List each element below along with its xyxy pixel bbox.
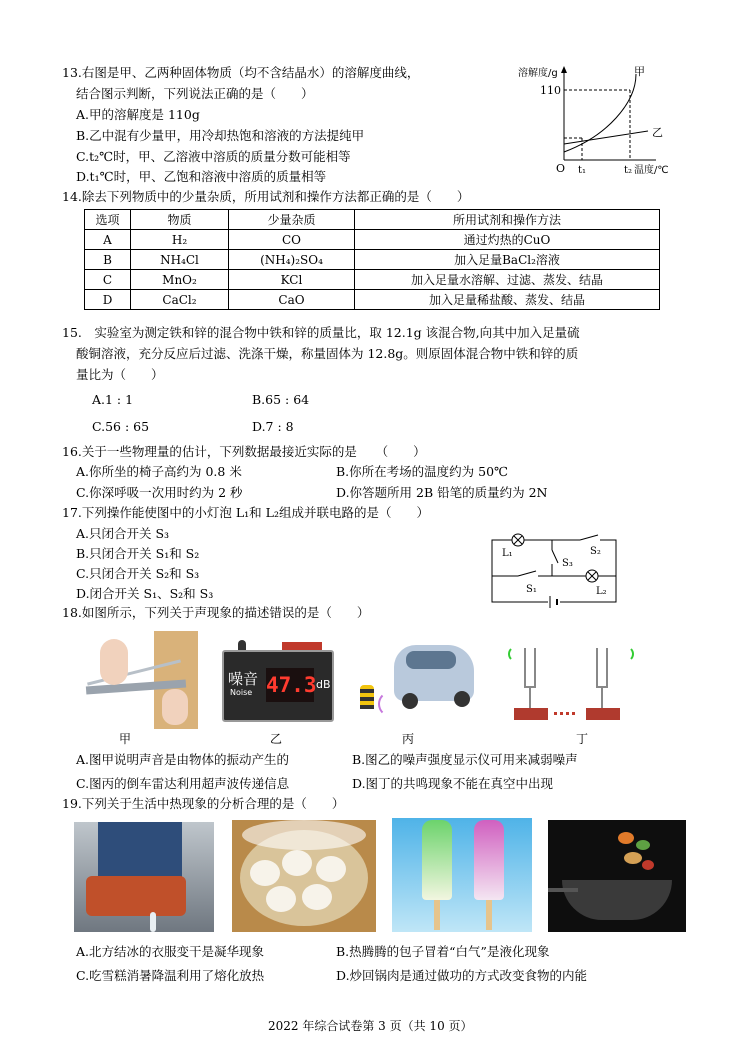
label-l1: L₁ [502,548,513,559]
caption-bing: 丙 [402,732,415,746]
q13-option-b: B.乙中混有少量甲，用冷却热饱和溶液的方法提纯甲 [76,128,365,143]
q19-option-a: A.北方结冰的衣服变干是凝华现象 [76,944,265,959]
label-s1: S₁ [526,584,537,595]
graph-y110: 110 [540,84,561,97]
table-header: 少量杂质 [229,210,355,230]
q16-option-b: B.你所在考场的温度约为 50℃ [336,464,509,479]
caption-yi: 乙 [270,732,283,746]
solubility-graph [506,60,686,180]
graph-yi: 乙 [652,126,663,139]
q19-option-b: B.热腾腾的包子冒着“白气”是液化现象 [336,944,550,959]
q18-option-b: B.图乙的噪声强度显示仪可用来减弱噪声 [352,752,578,767]
ruler-vibration-image [80,631,198,729]
graph-xlabel: 温度/℃ [634,165,669,176]
q13-option-a: A.甲的溶解度是 110g [76,107,200,122]
table-cell: KCl [229,270,355,290]
q17-option-a: A.只闭合开关 S₃ [76,526,170,541]
q15-option-a: A.1 : 1 [92,392,134,407]
table-row [85,230,660,250]
q19-stem: 19.下列关于生活中热现象的分析合理的是（ ） [62,796,345,811]
q15-option-d: D.7 : 8 [252,419,294,434]
table-cell: NH₄Cl [131,250,229,270]
caption-jia: 甲 [119,732,132,746]
car-radar-image [356,641,478,729]
graph-jia: 甲 [634,65,645,78]
table-cell: MnO₂ [131,270,229,290]
meter-sub: Noise [230,688,253,697]
table-header-row [85,210,660,230]
q15-option-c: C.56 : 65 [92,419,150,434]
label-s2: S₂ [590,546,601,557]
frozen-clothes-image [74,822,214,932]
table-cell: 加入足量水溶解、过滤、蒸发、结晶 [355,270,660,290]
q15-stem-line1: 15. 实验室为测定铁和锌的混合物中铁和锌的质量比，取 12.1g 该混合物,向其中加入足量硫 [62,325,580,340]
popsicle-image [392,818,532,932]
table-cell: 加入足量BaCl₂溶液 [355,250,660,270]
table-row [85,290,660,310]
table-row [85,250,660,270]
q16-option-c: C.你深呼吸一次用时约为 2 秒 [76,485,243,500]
table-cell: CaO [229,290,355,310]
q15-option-b: B.65 : 64 [252,392,310,407]
q19-option-c: C.吃雪糕消暑降温利用了熔化放热 [76,968,265,983]
meter-label: 噪音 [228,670,259,688]
table-cell: H₂ [131,230,229,250]
q13-option-c: C.t₂℃时，甲、乙溶液中溶质的质量分数可能相等 [76,149,351,164]
q16-option-a: A.你所坐的椅子高约为 0.8 米 [76,464,242,479]
graph-ylabel: 溶解度/g [518,68,558,79]
caption-ding: 丁 [576,732,589,746]
tuning-fork-image [506,640,640,726]
table-cell: 加入足量稀盐酸、蒸发、结晶 [355,290,660,310]
steamed-buns-image [232,820,376,932]
q18-option-d: D.图丁的共鸣现象不能在真空中出现 [352,776,554,791]
q19-option-d: D.炒回锅肉是通过做功的方式改变食物的内能 [336,968,588,983]
curve-jia [564,74,636,152]
q17-option-b: B.只闭合开关 S₁和 S₂ [76,546,200,561]
q16-option-d: D.你答题所用 2B 铅笔的质量约为 2N [336,485,548,500]
page-footer: 2022 年综合试卷第 3 页（共 10 页） [268,1019,473,1033]
q14-stem: 14.除去下列物质中的少量杂质，所用试剂和操作方法都正确的是（ ） [62,189,470,204]
table-cell: A [85,230,131,250]
label-l2: L₂ [596,586,607,597]
q13-option-d: D.t₁℃时，甲、乙饱和溶液中溶质的质量相等 [76,169,327,184]
table-cell: 通过灼热的CuO [355,230,660,250]
wok-cooking-image [548,820,686,932]
noise-meter-image [222,640,334,722]
circuit-diagram [486,526,626,608]
meter-unit: dB [316,678,331,691]
q18-option-a: A.图甲说明声音是由物体的振动产生的 [76,752,290,767]
q17-stem: 17.下列操作能使图中的小灯泡 L₁和 L₂组成并联电路的是（ ） [62,505,429,520]
table-cell: CO [229,230,355,250]
table-cell: C [85,270,131,290]
table-cell: CaCl₂ [131,290,229,310]
meter-value: 47.3 [266,668,314,702]
table-header: 选项 [85,210,131,230]
graph-t1: t₁ [578,165,587,176]
label-s3: S₃ [562,558,573,569]
q18-stem: 18.如图所示，下列关于声现象的描述错误的是（ ） [62,605,370,620]
table-cell: (NH₄)₂SO₄ [229,250,355,270]
q14-table [84,209,660,310]
q15-stem-line2: 酸铜溶液，充分反应后过滤、洗涤干燥，称量固体为 12.8g。则原固体混合物中铁和锌的质 [76,346,579,361]
table-cell: D [85,290,131,310]
graph-origin: O [556,162,566,175]
q13-stem-line1: 13.右图是甲、乙两种固体物质（均不含结晶水）的溶解度曲线， [62,65,420,80]
q15-stem-line3: 量比为（ ） [76,367,164,382]
table-row [85,270,660,290]
q17-option-c: C.只闭合开关 S₂和 S₃ [76,566,200,581]
table-cell: B [85,250,131,270]
table-header: 所用试剂和操作方法 [355,210,660,230]
graph-t2: t₂ [624,165,633,176]
q18-option-c: C.图丙的倒车雷达利用超声波传递信息 [76,776,290,791]
q16-stem: 16.关于一些物理量的估计，下列数据最接近实际的是 （ ） [62,444,426,459]
q13-stem-line2: 结合图示判断，下列说法正确的是（ ） [76,86,314,101]
q17-option-d: D.闭合开关 S₁、S₂和 S₃ [76,586,214,601]
table-header: 物质 [131,210,229,230]
